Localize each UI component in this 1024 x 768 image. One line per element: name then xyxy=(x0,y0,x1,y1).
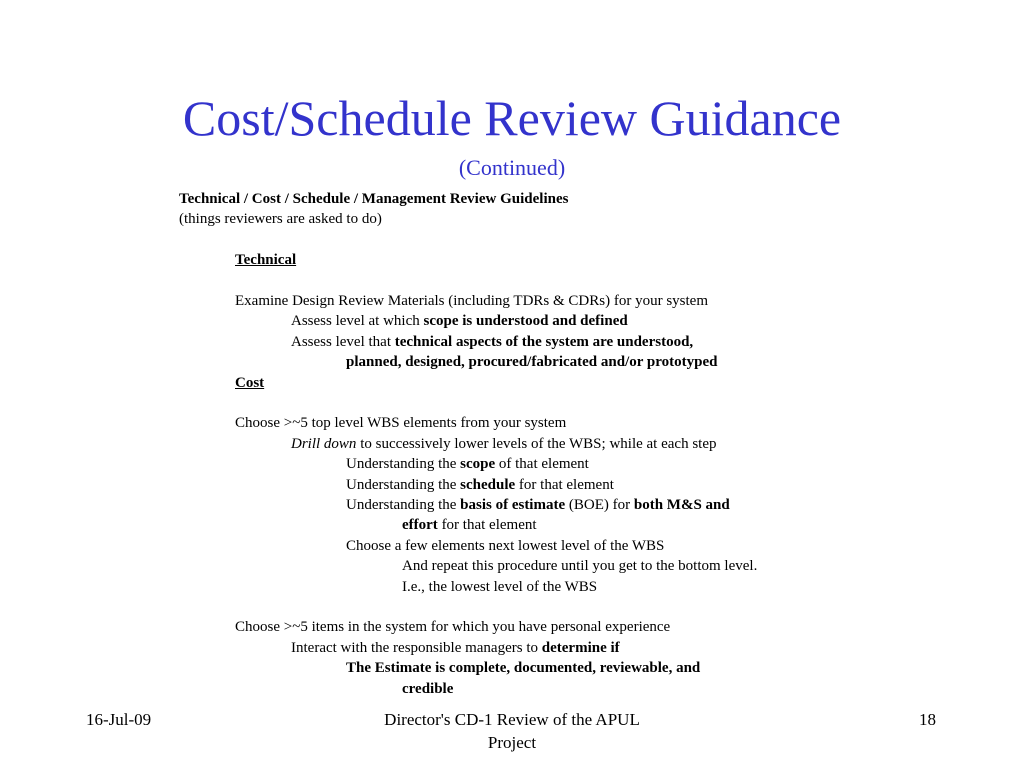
spacer xyxy=(179,597,979,617)
understanding-schedule-line xyxy=(179,475,979,495)
guidelines-heading: Technical / Cost / Schedule / Management Review Guidelines xyxy=(179,191,569,207)
choose-items-line: Choose >~5 items in the system for which you have personal experience xyxy=(235,619,671,636)
slide-subtitle: (Continued) xyxy=(458,155,566,180)
understanding-boe-bold: basis of estimate xyxy=(460,497,566,514)
understanding-scope-bold: scope xyxy=(460,456,496,473)
effort-bold: effort xyxy=(402,517,438,534)
repeat-line: And repeat this procedure until you get to the bottom level. xyxy=(402,558,758,575)
assess-technical-line xyxy=(179,332,979,352)
understanding-boe-bold2: both M&S and xyxy=(633,497,730,514)
spacer xyxy=(179,393,979,413)
understanding-boe-line xyxy=(179,495,979,515)
ie-line: I.e., the lowest level of the WBS xyxy=(402,578,598,595)
interact-bold: determine if xyxy=(541,639,620,656)
assess-scope-bold: scope is understood and defined xyxy=(423,313,628,330)
examine-line: Examine Design Review Materials (including TDRs & CDRs) for your system xyxy=(235,293,708,309)
understanding-scope-line xyxy=(179,454,979,474)
footer-title xyxy=(312,708,712,754)
interact-text: Interact with the responsible managers to xyxy=(291,639,542,656)
understanding-boe-continuation xyxy=(179,515,979,535)
understanding-schedule-post: for that element xyxy=(515,476,614,493)
assess-technical-continuation: planned, designed, procured/fabricated and/or prototyped xyxy=(346,354,718,371)
cost-heading: Cost xyxy=(235,374,265,391)
guidelines-subheading: (things reviewers are asked to do) xyxy=(179,211,382,228)
slide-body xyxy=(179,189,979,699)
drill-down-text: to successively lower levels of the WBS; while at each step xyxy=(356,435,717,452)
understanding-schedule-pre: Understanding the xyxy=(346,476,461,493)
technical-heading: Technical xyxy=(235,252,297,269)
assess-scope-text: Assess level at which xyxy=(291,313,424,330)
understanding-scope-post: of that element xyxy=(495,456,589,473)
slide-title: Cost/Schedule Review Guidance xyxy=(182,90,842,146)
understanding-boe-pre: Understanding the xyxy=(346,497,461,514)
drill-down-italic: Drill down xyxy=(291,435,357,452)
understanding-scope-pre: Understanding the xyxy=(346,456,461,473)
assess-technical-text: Assess level that xyxy=(291,333,395,350)
footer-title-line1: Director's CD-1 Review of the APUL xyxy=(384,710,640,729)
understanding-boe-mid: (BOE) for xyxy=(565,497,634,514)
interact-line xyxy=(179,638,979,658)
footer-title-line2: Project xyxy=(487,733,537,752)
spacer xyxy=(179,271,979,291)
choose-few-line: Choose a few elements next lowest level of the WBS xyxy=(346,537,665,554)
spacer xyxy=(179,230,979,250)
assess-scope-line xyxy=(179,311,979,331)
footer-page-number: 18 xyxy=(919,710,936,729)
credible-line: credible xyxy=(402,680,454,697)
choose-wbs-line: Choose >~5 top level WBS elements from your system xyxy=(235,415,567,432)
assess-technical-bold: technical aspects of the system are understood, xyxy=(394,333,694,350)
effort-post: for that element xyxy=(437,517,537,534)
estimate-line: The Estimate is complete, documented, reviewable, and xyxy=(346,660,701,677)
footer-date: 16-Jul-09 xyxy=(86,710,152,729)
understanding-schedule-bold: schedule xyxy=(460,476,516,493)
drill-down-line xyxy=(179,434,979,454)
